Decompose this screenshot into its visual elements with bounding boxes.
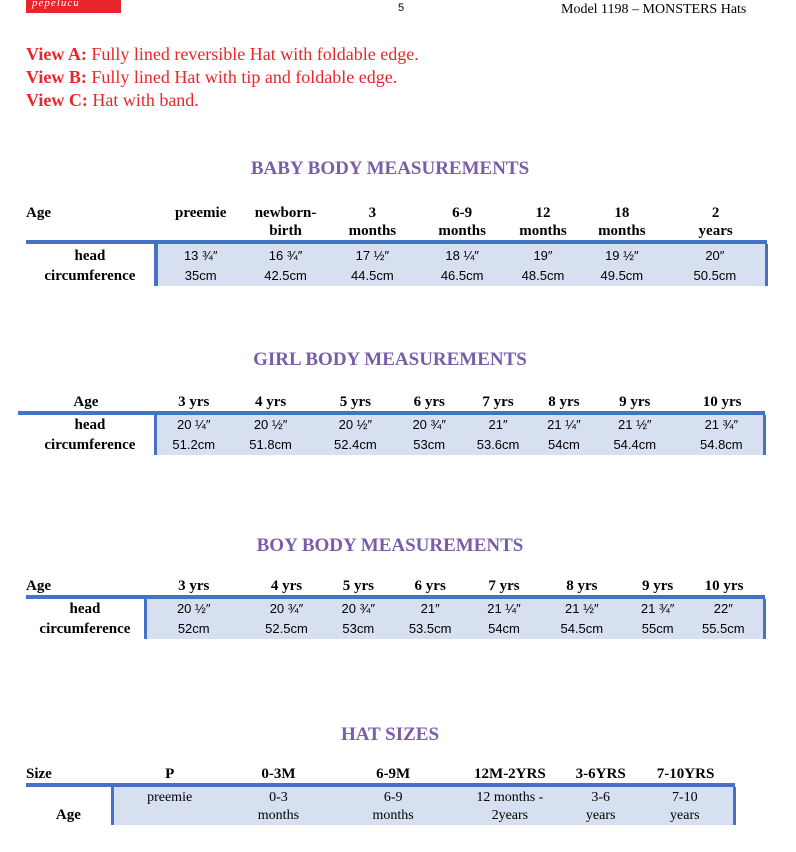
measurement-cell: 21″ 53.6cm: [458, 415, 538, 455]
age-header: 10 yrs: [702, 394, 742, 410]
hat-age-cell: 0-3 months: [226, 787, 332, 825]
girl-section-title: GIRL BODY MEASUREMENTS: [253, 349, 527, 370]
baby-section-title: BABY BODY MEASUREMENTS: [250, 158, 530, 179]
measurement-cell: 21 ¼″ 54cm: [538, 415, 590, 455]
boy-head-row: [26, 599, 765, 639]
hat-age-row: [26, 787, 735, 825]
measurement-cell: 21 ¾″ 55cm: [632, 599, 684, 639]
page-number: 5: [398, 2, 405, 14]
measurement-cell: 21 ¾″ 54.8cm: [680, 415, 765, 455]
views-list: [26, 43, 419, 112]
row-label: head circumference: [26, 599, 144, 639]
measurement-cell: 21 ¼″ 54cm: [476, 599, 532, 639]
view-c: View C: Hat with band.: [26, 90, 199, 110]
girl-age-row: [18, 393, 765, 411]
boy-age-row: [26, 577, 765, 595]
age-header: 9 yrs: [619, 394, 651, 410]
measurement-cell: 21 ½″ 54.4cm: [590, 415, 680, 455]
measurement-cell: 19 ½″ 49.5cm: [579, 244, 665, 286]
measurement-cell: 21 ½″ 54.5cm: [532, 599, 632, 639]
age-header: 18 months: [598, 205, 646, 239]
age-label: Age: [26, 578, 51, 594]
hat-sizes-table: [26, 765, 736, 825]
measurement-cell: 20 ¾″ 53cm: [332, 599, 384, 639]
hat-age-cell: 6-9 months: [331, 787, 455, 825]
measurement-cell: 18 ¼″ 46.5cm: [417, 244, 507, 286]
girl-measurements-table: [18, 393, 766, 455]
measurement-cell: 17 ½″ 44.5cm: [327, 244, 417, 286]
size-header: 0-3M: [261, 766, 296, 782]
age-header: preemie: [175, 205, 227, 221]
age-label: Age: [26, 205, 51, 221]
hat-age-cell: 12 months - 2years: [455, 787, 565, 825]
age-header: 5 yrs: [339, 394, 371, 410]
age-header: 7 yrs: [482, 394, 514, 410]
hat-age-cell: 3-6 years: [565, 787, 637, 825]
hat-sizes-title: HAT SIZES: [340, 724, 440, 745]
logo-text: pepelucu: [32, 0, 80, 9]
age-header: newborn- birth: [254, 205, 317, 239]
age-header: 4 yrs: [254, 394, 287, 410]
age-header: 12 months: [519, 205, 567, 239]
measurement-cell: 20 ½″ 52cm: [147, 599, 241, 639]
age-header: 5 yrs: [342, 578, 374, 594]
age-header: 2 years: [698, 205, 733, 239]
hat-age-cell: preemie: [114, 787, 226, 825]
measurement-cell: 21″ 53.5cm: [384, 599, 476, 639]
measurement-cell: 20 ¾″ 53cm: [400, 415, 458, 455]
measurement-cell: 22″ 55.5cm: [684, 599, 765, 639]
age-header: 3 yrs: [178, 578, 210, 594]
age-header: 3 yrs: [178, 394, 210, 410]
baby-age-row: [26, 204, 767, 240]
age-header: 8 yrs: [566, 578, 598, 594]
age-header: 7 yrs: [488, 578, 520, 594]
baby-measurements-table: [26, 204, 768, 286]
age-header: 6 yrs: [413, 394, 445, 410]
model-title: Model 1198 – MONSTERS Hats: [561, 2, 747, 17]
baby-head-row: [26, 244, 767, 286]
boy-measurements-table: [26, 577, 766, 639]
age-header: 6 yrs: [414, 578, 446, 594]
age-header: 9 yrs: [642, 578, 674, 594]
girl-head-row: [18, 415, 765, 455]
age-header: 4 yrs: [270, 578, 303, 594]
age-label: Age: [73, 394, 99, 410]
measurement-cell: 19″ 48.5cm: [507, 244, 579, 286]
size-header: P: [165, 766, 175, 782]
age-header: 6-9 months: [438, 205, 486, 239]
measurement-cell: 20 ½″ 52.4cm: [310, 415, 400, 455]
hat-size-row: [26, 765, 735, 783]
size-header: 7-10YRS: [656, 766, 715, 782]
measurement-cell: 20″ 50.5cm: [665, 244, 767, 286]
brand-logo: [26, 0, 121, 13]
measurement-cell: 16 ¾″ 42.5cm: [244, 244, 328, 286]
age-header: 3 months: [348, 205, 397, 239]
measurement-cell: 20 ¾″ 52.5cm: [241, 599, 333, 639]
age-header: 8 yrs: [548, 394, 580, 410]
hat-age-cell: 7-10 years: [637, 787, 735, 825]
row-label: head circumference: [18, 415, 154, 455]
age-label: Age: [26, 787, 111, 825]
size-header: 6-9M: [376, 766, 411, 782]
age-header: 10 yrs: [704, 578, 744, 594]
measurement-cell: 20 ¼″ 51.2cm: [157, 415, 231, 455]
row-label: head circumference: [26, 244, 154, 286]
measurement-cell: 20 ½″ 51.8cm: [231, 415, 311, 455]
size-header: 12M-2YRS: [474, 766, 546, 782]
boy-section-title: BOY BODY MEASUREMENTS: [256, 535, 524, 556]
size-header: 3-6YRS: [575, 766, 626, 782]
measurement-cell: 13 ¾″ 35cm: [158, 244, 244, 286]
view-b: View B: Fully lined Hat with tip and foldable edge.: [26, 67, 398, 87]
view-a: View A: Fully lined reversible Hat with foldable edge.: [26, 44, 419, 64]
size-label: Size: [26, 766, 52, 782]
